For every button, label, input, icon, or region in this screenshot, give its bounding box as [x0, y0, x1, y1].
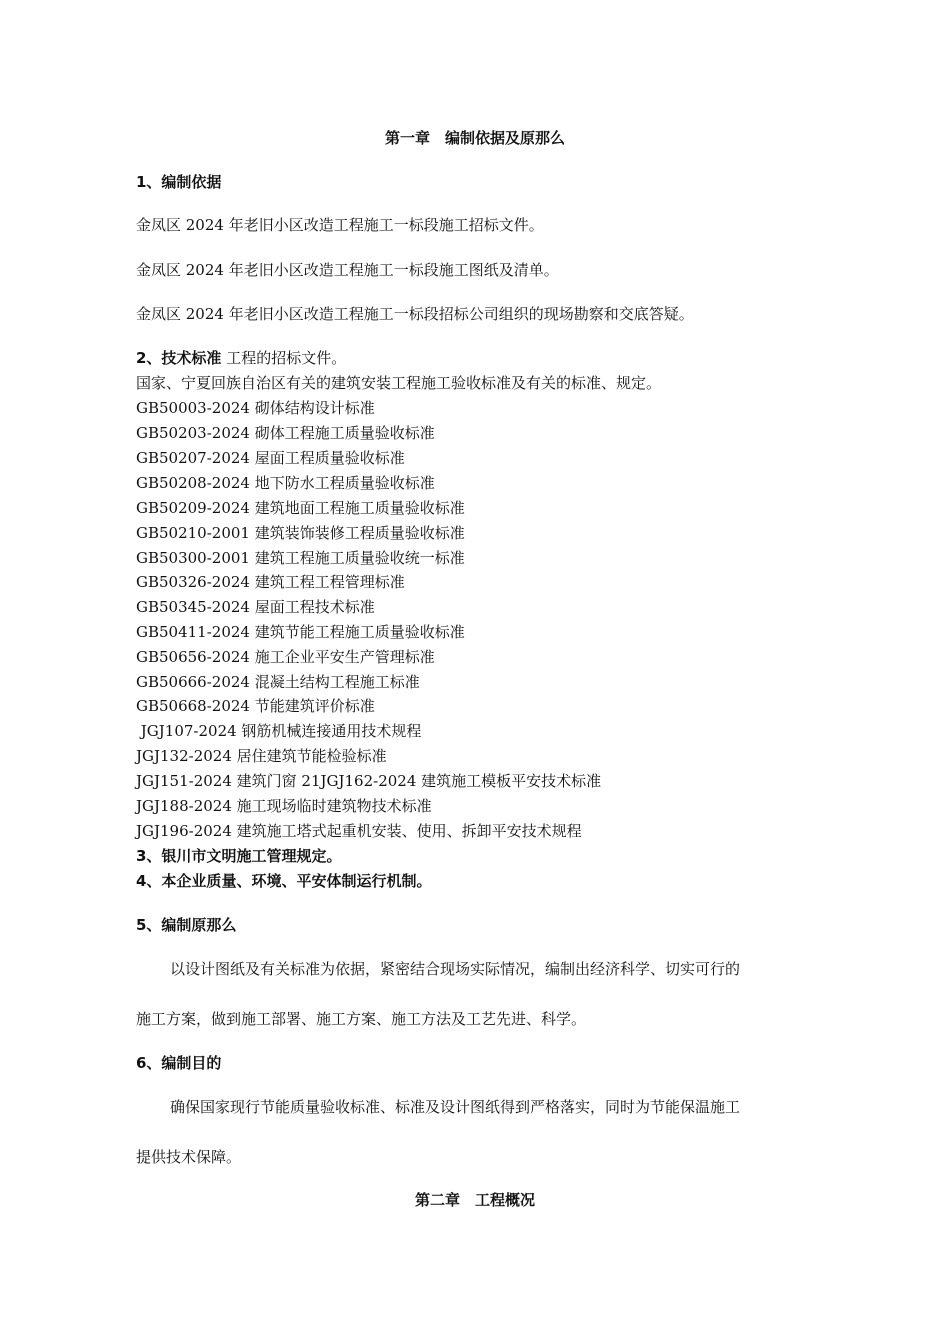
- standard-item: JGJ107-2024 钢筋机械连接通用技术规程: [136, 722, 422, 740]
- standard-item: JGJ196-2024 建筑施工塔式起重机安装、使用、拆卸平安技术规程: [136, 822, 582, 840]
- chapter-1-title: 第一章 编制依据及原那么: [384, 129, 565, 147]
- standard-item: JGJ188-2024 施工现场临时建筑物技术标准: [136, 797, 432, 815]
- standard-item: GB50203-2024 砌体工程施工质量验收标准: [136, 424, 435, 442]
- standard-item: GB50668-2024 节能建筑评价标准: [136, 697, 375, 715]
- standard-item: GB50209-2024 建筑地面工程施工质量验收标准: [136, 499, 465, 517]
- standard-item: GB50326-2024 建筑工程工程管理标准: [136, 573, 405, 591]
- section-3-heading: 3、银川市文明施工管理规定。: [136, 847, 342, 865]
- standard-item: GB50411-2024 建筑节能工程施工质量验收标准: [136, 623, 465, 641]
- section-4-heading: 4、本企业质量、环境、平安体制运行机制。: [136, 872, 432, 890]
- section-2-heading-rest: 工程的招标文件。: [221, 349, 347, 367]
- section-2-heading: 2、技术标准: [136, 349, 222, 367]
- standard-item: GB50666-2024 混凝土结构工程施工标准: [136, 673, 420, 691]
- standard-item: GB50207-2024 屋面工程质量验收标准: [136, 449, 405, 467]
- section-5-heading: 5、编制原那么: [136, 916, 237, 934]
- standard-item: GB50210-2001 建筑装饰装修工程质量验收标准: [136, 524, 465, 542]
- principle-paragraph-line-1: 以设计图纸及有关标准为依据，紧密结合现场实际情况，编制出经济科学、切实可行的: [170, 960, 741, 978]
- basis-item: 金凤区 2024 年老旧小区改造工程施工一标段施工招标文件。: [136, 216, 544, 234]
- purpose-paragraph-line-2: 提供技术保障。: [136, 1148, 242, 1166]
- standard-item: JGJ151-2024 建筑门窗 21JGJ162-2024 建筑施工模板平安技术标准: [136, 772, 602, 790]
- principle-paragraph-line-2: 施工方案，做到施工部署、施工方案、施工方法及工艺先进、科学。: [136, 1010, 587, 1028]
- standard-item: 国家、宁夏回族自治区有关的建筑安装工程施工验收标准及有关的标准、规定。: [136, 374, 662, 392]
- standard-item: GB50300-2001 建筑工程施工质量验收统一标准: [136, 549, 465, 567]
- standard-item: GB50208-2024 地下防水工程质量验收标准: [136, 474, 435, 492]
- standard-item: JGJ132-2024 居住建筑节能检验标准: [136, 747, 387, 765]
- purpose-paragraph-line-1: 确保国家现行节能质量验收标准、标准及设计图纸得到严格落实，同时为节能保温施工: [170, 1098, 741, 1116]
- basis-item: 金凤区 2024 年老旧小区改造工程施工一标段招标公司组织的现场勘察和交底答疑。: [136, 305, 694, 323]
- section-6-heading: 6、编制目的: [136, 1054, 222, 1072]
- standard-item: GB50003-2024 砌体结构设计标准: [136, 399, 375, 417]
- section-1-heading: 1、编制依据: [136, 173, 222, 191]
- section-2-heading-line: [136, 348, 346, 368]
- chapter-2-title: 第二章 工程概况: [414, 1191, 535, 1209]
- standard-item: GB50345-2024 屋面工程技术标准: [136, 598, 375, 616]
- basis-item: 金凤区 2024 年老旧小区改造工程施工一标段施工图纸及清单。: [136, 261, 559, 279]
- standard-item: GB50656-2024 施工企业平安生产管理标准: [136, 648, 435, 666]
